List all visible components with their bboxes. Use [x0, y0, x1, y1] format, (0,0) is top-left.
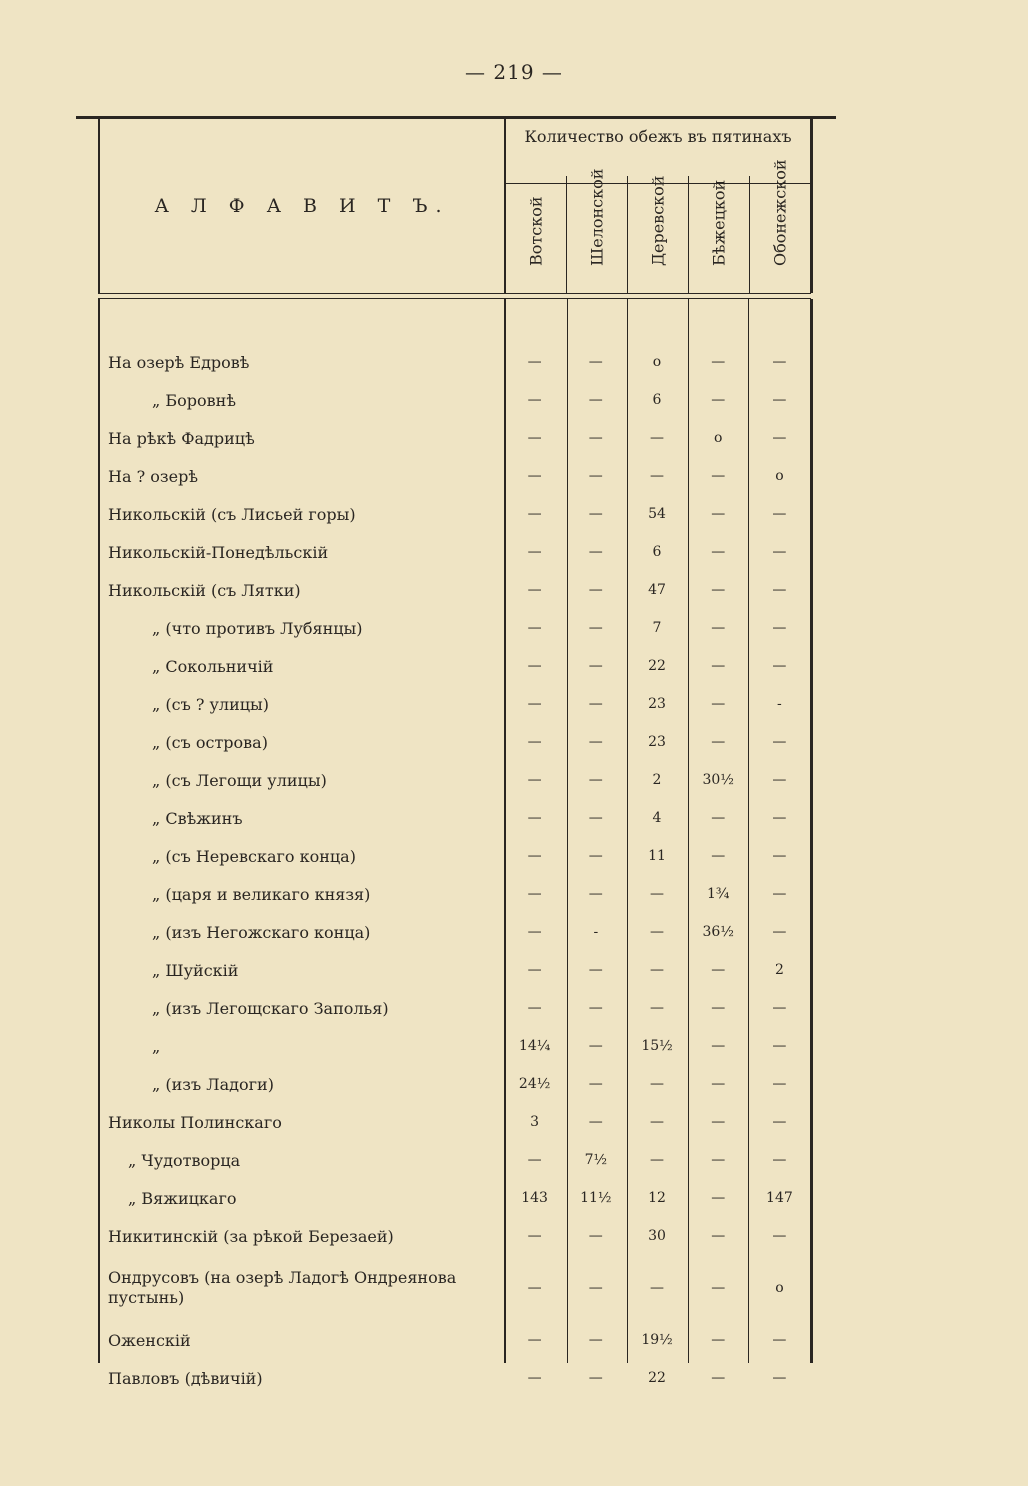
value-cell: —	[711, 810, 726, 826]
value-cell: —	[588, 468, 603, 484]
table-row	[100, 343, 810, 381]
value-cell: о	[713, 430, 723, 446]
entry-name: „ Боровнѣ	[152, 390, 236, 410]
value-cell: —	[711, 1076, 726, 1092]
value-cell: —	[527, 506, 542, 522]
table-body	[98, 299, 813, 1388]
value-cell: —	[772, 810, 787, 826]
value-cell: —	[711, 848, 726, 864]
value-cell: —	[527, 392, 542, 408]
entry-name: Николы Полинскаго	[108, 1112, 282, 1132]
value-cell: —	[650, 1280, 664, 1296]
value-cell: 15½	[641, 1038, 673, 1054]
table-row	[100, 1321, 810, 1359]
table-row	[100, 1141, 810, 1179]
value-cell: —	[772, 1370, 787, 1386]
value-cell: —	[588, 620, 603, 636]
value-cell: 7	[652, 620, 662, 636]
value-cell: —	[527, 620, 542, 636]
value-cell: —	[772, 354, 787, 370]
value-cell: 147	[766, 1190, 793, 1206]
value-cell: —	[588, 810, 603, 826]
table-row	[100, 1179, 810, 1217]
column-heading: Бѣжецкой	[689, 176, 750, 293]
value-cell: —	[588, 544, 603, 560]
entry-name: „ (съ острова)	[152, 732, 268, 752]
value-cell: —	[527, 1152, 542, 1168]
page-number: — 219 —	[465, 60, 563, 84]
column-heading: Деревской	[628, 176, 689, 293]
column-heading: Шелонской	[567, 176, 628, 293]
entry-name: Оженскій	[108, 1330, 191, 1350]
value-cell: —	[527, 1370, 542, 1386]
entry-name: На ? озерѣ	[108, 466, 198, 486]
value-cell: —	[711, 620, 726, 636]
entry-name: „ Чудотворца	[128, 1150, 241, 1170]
value-cell: —	[772, 1038, 787, 1054]
table-row	[100, 723, 810, 761]
value-cell: —	[588, 848, 603, 864]
entry-name: Никитинскій (за рѣкой Березаей)	[108, 1226, 394, 1246]
value-cell: —	[772, 1076, 787, 1092]
value-cell: —	[711, 392, 726, 408]
value-cell: —	[588, 1228, 603, 1244]
group-heading: Количество обежъ въ пятинахъ	[506, 119, 810, 184]
table-row	[100, 1065, 810, 1103]
entry-name: Никольскій (съ Лятки)	[108, 580, 301, 600]
value-cell: —	[588, 1280, 603, 1296]
table-row	[100, 761, 810, 799]
value-cell: —	[772, 734, 787, 750]
value-cell: о	[775, 468, 784, 484]
value-cell: —	[711, 1280, 726, 1296]
value-cell: 11½	[580, 1190, 612, 1206]
value-cell: —	[711, 734, 726, 750]
value-cell: —	[527, 696, 542, 712]
column-headings	[506, 159, 810, 293]
value-cell: —	[588, 1038, 603, 1054]
value-cell: —	[527, 848, 542, 864]
value-cell: 36½	[702, 924, 734, 940]
value-cell: 30½	[702, 772, 734, 788]
table-row	[100, 1103, 810, 1141]
value-cell: 143	[521, 1190, 548, 1206]
column-heading: Вотской	[506, 176, 567, 293]
table-row	[100, 913, 810, 951]
entry-name: На рѣкѣ Фадрицѣ	[108, 428, 255, 448]
value-cell: —	[527, 734, 542, 750]
value-cell: —	[711, 544, 726, 560]
entry-name: „ (съ ? улицы)	[152, 694, 270, 714]
entry-name: „	[152, 1036, 161, 1056]
value-cell: —	[711, 1114, 726, 1130]
entry-name: „ (съ Неревскаго конца)	[152, 846, 356, 866]
table-row	[100, 1217, 810, 1255]
value-cell: —	[772, 886, 787, 902]
value-cell: —	[711, 354, 726, 370]
table-row	[100, 1359, 810, 1397]
value-cell: -	[593, 924, 599, 940]
value-cell: —	[650, 1000, 664, 1016]
value-cell: —	[711, 1038, 726, 1054]
value-cell: —	[650, 1152, 664, 1168]
value-cell: —	[588, 886, 603, 902]
value-cell: —	[527, 1000, 542, 1016]
value-cell: —	[711, 1152, 726, 1168]
table-row	[100, 533, 810, 571]
table-row	[100, 419, 810, 457]
value-cell: —	[772, 544, 787, 560]
value-cell: 54	[648, 506, 666, 522]
value-cell: —	[527, 924, 542, 940]
value-cell: —	[772, 658, 787, 674]
value-cell: —	[711, 1228, 726, 1244]
value-cell: —	[772, 392, 787, 408]
entry-name: „ (царя и великаго князя)	[152, 884, 371, 904]
value-cell: —	[588, 1000, 603, 1016]
value-cell: —	[588, 772, 603, 788]
table-row	[100, 989, 810, 1027]
column-heading: Обонежской	[770, 159, 790, 266]
table-row	[100, 875, 810, 913]
table-header	[98, 119, 813, 293]
value-cell: 6	[652, 544, 662, 560]
table-row	[100, 647, 810, 685]
table-row	[100, 457, 810, 495]
table-row	[100, 1255, 810, 1321]
value-cell: —	[588, 1076, 603, 1092]
value-cell: 7½	[584, 1152, 608, 1168]
entry-name: „ Шуйскій	[152, 960, 239, 980]
value-cell: —	[711, 1000, 726, 1016]
value-cell: —	[650, 1076, 664, 1092]
value-cell: —	[711, 1190, 726, 1206]
value-cell: 19½	[641, 1332, 673, 1348]
value-cell: —	[772, 1000, 787, 1016]
value-cell: —	[527, 962, 542, 978]
table-row	[100, 799, 810, 837]
value-cell: 2	[774, 962, 784, 978]
value-cell: —	[527, 468, 542, 484]
entry-name: Никольскій (съ Лисьей горы)	[108, 504, 356, 524]
entry-name: „ Вяжицкаго	[128, 1188, 237, 1208]
value-cell: 22	[648, 1370, 666, 1386]
entry-name: „ (изъ Легощскаго Заполья)	[152, 998, 389, 1018]
value-cell: —	[527, 1228, 542, 1244]
value-cell: —	[772, 1152, 787, 1168]
value-cell: —	[772, 1114, 787, 1130]
value-cell: —	[772, 848, 787, 864]
entry-name: Ондрусовъ (на озерѣ Ладогѣ Ондреянова пустынь)	[108, 1268, 457, 1307]
value-cell: —	[772, 924, 787, 940]
value-cell: 47	[648, 582, 666, 598]
value-cell: о	[775, 1280, 784, 1296]
value-cell: 14¼	[518, 1038, 551, 1054]
table-row	[100, 381, 810, 419]
value-cell: 2	[652, 772, 662, 788]
entry-name: На озерѣ Едровѣ	[108, 352, 250, 372]
value-cell: —	[527, 772, 542, 788]
value-cell: —	[772, 620, 787, 636]
value-cell: —	[711, 468, 726, 484]
value-cell: —	[772, 582, 787, 598]
value-cell: —	[588, 1332, 603, 1348]
table-row	[100, 685, 810, 723]
table-row	[100, 837, 810, 875]
alphabet-table	[76, 116, 836, 1388]
value-cell: 1¾	[706, 886, 730, 902]
table-row	[100, 1027, 810, 1065]
value-cell: —	[527, 354, 542, 370]
entry-name: Никольскій-Понедѣльскій	[108, 542, 329, 562]
alphabet-heading: А Л Ф А В И Т Ъ.	[100, 119, 506, 293]
value-cell: —	[711, 962, 726, 978]
value-cell: —	[588, 354, 603, 370]
entry-name: „ (изъ Ладоги)	[152, 1074, 274, 1094]
value-cell: 23	[648, 734, 666, 750]
value-cell: —	[527, 658, 542, 674]
entry-name: „ Сокольничій	[152, 656, 274, 676]
value-cell: —	[588, 962, 603, 978]
value-cell: —	[527, 810, 542, 826]
value-cell: —	[650, 962, 664, 978]
value-cell: —	[772, 1228, 787, 1244]
value-cell: —	[588, 430, 603, 446]
value-cell: —	[772, 430, 787, 446]
table-row	[100, 609, 810, 647]
value-cell: —	[588, 734, 603, 750]
value-cell: 11	[648, 848, 666, 864]
value-cell: —	[588, 658, 603, 674]
value-cell: —	[650, 1114, 664, 1130]
value-cell: —	[527, 544, 542, 560]
value-cell: 6	[652, 392, 662, 408]
value-cell: —	[527, 1280, 542, 1296]
value-cell: 30	[648, 1228, 666, 1244]
value-cell: 3	[530, 1114, 540, 1130]
value-cell: —	[588, 392, 603, 408]
value-cell: —	[650, 924, 664, 940]
value-cell: —	[711, 1332, 726, 1348]
value-cell: 22	[648, 658, 666, 674]
value-cell: -	[777, 696, 782, 712]
entry-name: „ (что противъ Лубянцы)	[152, 618, 363, 638]
value-cell: 12	[648, 1190, 666, 1206]
table-row	[100, 951, 810, 989]
value-cell: —	[588, 696, 603, 712]
value-cell: 4	[652, 810, 662, 826]
entry-name: Павловъ (дѣвичій)	[108, 1368, 263, 1388]
value-cell: —	[650, 430, 664, 446]
value-cell: о	[652, 354, 662, 370]
value-cell: —	[772, 506, 787, 522]
value-cell: —	[650, 468, 664, 484]
entry-name: „ (изъ Негожскаго конца)	[152, 922, 371, 942]
value-cell: 24½	[518, 1076, 551, 1092]
value-cell: 23	[648, 696, 666, 712]
value-cell: —	[588, 506, 603, 522]
value-cell: —	[772, 1332, 787, 1348]
value-cell: —	[711, 582, 726, 598]
table-row	[100, 495, 810, 533]
value-cell: —	[650, 886, 664, 902]
value-cell: —	[588, 582, 603, 598]
value-cell: —	[527, 582, 542, 598]
entry-name: „ Свѣжинъ	[152, 808, 243, 828]
value-cell: —	[588, 1114, 603, 1130]
value-cell: —	[588, 1370, 603, 1386]
value-cell: —	[711, 696, 726, 712]
value-cell: —	[527, 1332, 542, 1348]
value-cell: —	[711, 658, 726, 674]
value-cell: —	[772, 772, 787, 788]
value-cell: —	[711, 1370, 726, 1386]
table-row	[100, 571, 810, 609]
entry-name: „ (съ Легощи улицы)	[152, 770, 327, 790]
value-cell: —	[711, 506, 726, 522]
value-cell: —	[527, 886, 542, 902]
value-cell: —	[527, 430, 542, 446]
